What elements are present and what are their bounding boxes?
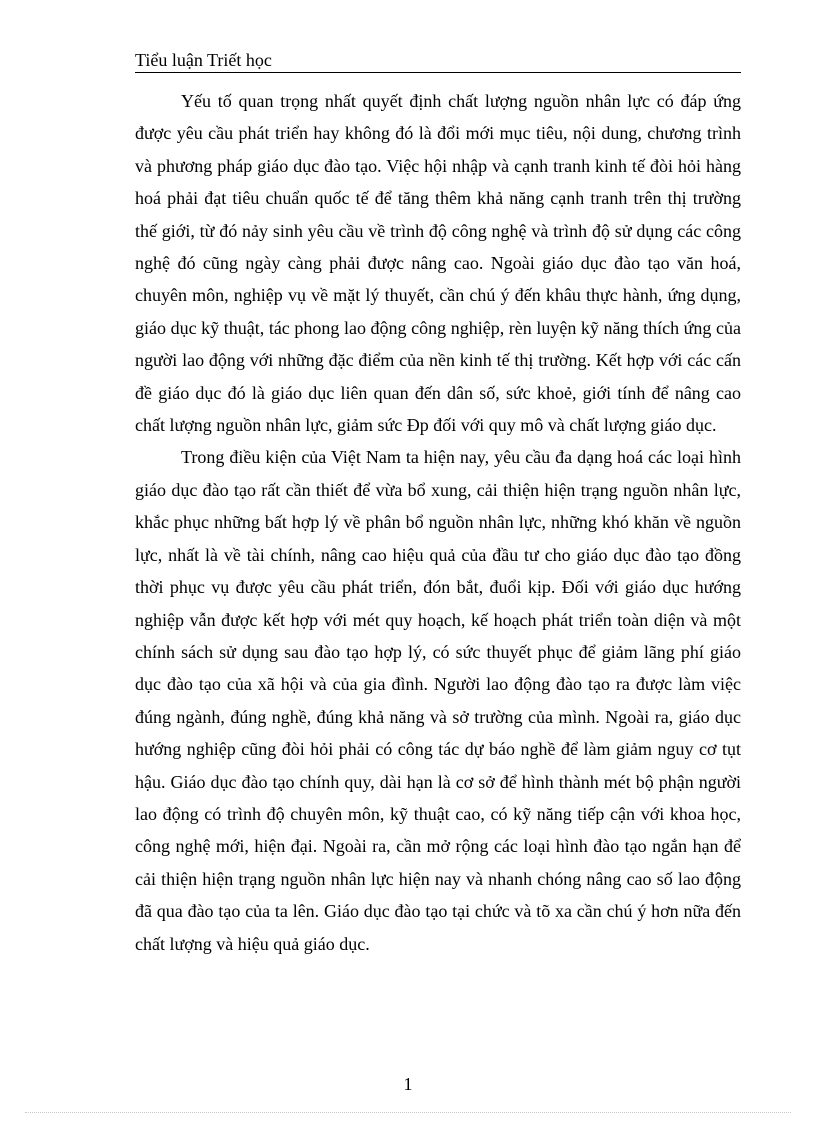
page-number: 1	[403, 1074, 413, 1094]
document-body	[135, 85, 741, 960]
running-header	[135, 48, 741, 73]
page-bottom-divider	[25, 1112, 791, 1113]
paragraph: Yếu tố quan trọng nhất quyết định chất lượng nguồn nhân lực có đáp ứng được yêu cầu phát triển hay không đó là đổi mới mục tiêu, nội dung, chương trình và phương pháp giáo dục đào tạo. Việc hội nhập và cạnh tranh kinh tế đòi hỏi hàng hoá phải đạt tiêu chuẩn quốc tế để tăng thêm khả năng cạnh tranh trên thị trường thế giới, từ đó nảy sinh yêu cầu về trình độ công nghệ và trình độ sử dụng các công nghệ đó cũng ngày càng phải được nâng cao. Ngoài giáo dục đào tạo văn hoá, chuyên môn, nghiệp vụ về mặt lý thuyết, cần chú ý đến khâu thực hành, ứng dụng, giáo dục kỹ thuật, tác phong lao động công nghiệp, rèn luyện kỹ năng thích ứng của người lao động với những đặc điểm của nền kinh tế thị trường. Kết hợp với các cấn đề giáo dục đó là giáo dục liên quan đến dân số, sức khoẻ, giới tính để nâng cao chất lượng nguồn nhân lực, giảm sức Ðp đối với quy mô và chất lượng giáo dục.	[135, 91, 741, 436]
paragraph: Trong điều kiện của Việt Nam ta hiện nay, yêu cầu đa dạng hoá các loại hình giáo dục đào tạo rất cần thiết để vừa bổ xung, cải thiện hiện trạng nguồn nhân lực, khắc phục những bất hợp lý về phân bổ nguồn nhân lực, những khó khăn về nguồn lực, nhất là về tài chính, nâng cao hiệu quả của đầu tư cho giáo dục đào tạo đồng thời phục vụ được yêu cầu phát triển, đón bắt, đuổi kịp. Đối với giáo dục hướng nghiệp vẫn được kết hợp với mét quy hoạch, kế hoạch phát triển toàn diện và một chính sách sử dụng sau đào tạo hợp lý, có sức thuyết phục để giảm lãng phí giáo dục đào tạo của xã hội và của gia đình. Người lao động đào tạo ra được làm việc đúng ngành, đúng nghề, đúng khả năng và sở trường của mình. Ngoài ra, giáo dục hướng nghiệp cũng đòi hỏi phải có công tác dự báo nghề để làm giảm nguy cơ tụt hậu. Giáo dục đào tạo chính quy, dài hạn là cơ sở để hình thành mét bộ phận người lao động có trình độ chuyên môn, kỹ thuật cao, có kỹ năng tiếp cận với khoa học, công nghệ mới, hiện đại. Ngoài ra, cần mở rộng các loại hình đào tạo ngắn hạn để cải thiện hiện trạng nguồn nhân lực hiện nay và nhanh chóng nâng cao số lao động đã qua đào tạo của ta lên. Giáo dục đào tạo tại chức và tõ xa cần chú ý hơn nữa đến chất lượng và hiệu quả giáo dục.	[135, 447, 741, 954]
header-title: Tiểu luận Triết học	[135, 50, 272, 70]
